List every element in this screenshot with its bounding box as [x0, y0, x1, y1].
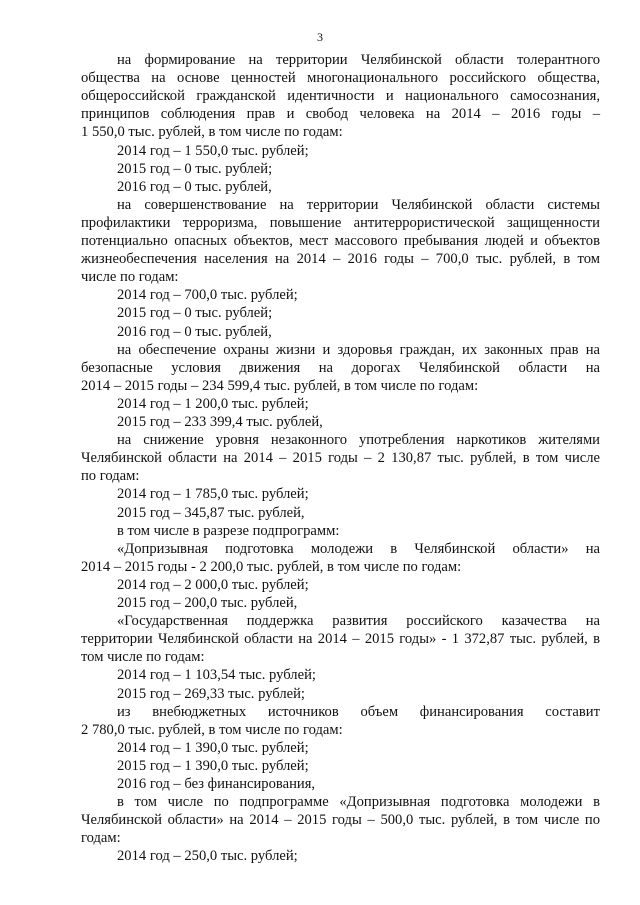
- text-line: 2015 год – 345,87 тыс. рублей,: [117, 504, 305, 521]
- text-line: 2014 год – 2 000,0 тыс. рублей;: [117, 576, 309, 593]
- text-line: по годам:: [81, 468, 140, 485]
- text-line: общероссийской гражданской идентичности и национального самосознания,: [81, 88, 600, 105]
- text-line: 2014 год – 700,0 тыс. рублей;: [117, 287, 298, 304]
- text-line: 2015 год – 233 399,4 тыс. рублей,: [117, 414, 323, 430]
- text-line: на обеспечение охраны жизни и здоровья граждан, их законных прав на: [117, 341, 600, 358]
- text-line: 2015 год – 1 390,0 тыс. рублей;: [117, 757, 309, 774]
- text-line: на снижение уровня незаконного употребления наркотиков жителями: [117, 432, 600, 449]
- text-line: принципов соблюдения прав и свобод человека на 2014 – 2016 годы –: [81, 106, 600, 123]
- text-line: 2014 год – 1 200,0 тыс. рублей;: [117, 395, 309, 412]
- text-line: 2014 год – 1 390,0 тыс. рублей;: [117, 739, 309, 756]
- text-line: территории Челябинской области на 2014 – 2015 годы» - 1 372,87 тыс. рублей, в: [81, 631, 600, 648]
- text-line: в том числе по подпрограмме «Допризывная подготовка молодежи в: [117, 794, 600, 811]
- text-line: 2015 год – 0 тыс. рублей;: [117, 160, 273, 177]
- text-line: том числе по годам:: [81, 649, 205, 666]
- text-line: числе по годам:: [81, 269, 179, 286]
- text-line: на совершенствование на территории Челябинской области системы: [117, 196, 600, 213]
- text-line: 2015 год – 269,33 тыс. рублей;: [117, 685, 305, 702]
- text-line: Челябинской области» на 2014 – 2015 годы – 500,0 тыс. рублей, в том числе по: [81, 812, 600, 829]
- text-line: 2016 год – без финансирования,: [117, 776, 316, 792]
- text-line: 2016 год – 0 тыс. рублей,: [117, 323, 272, 340]
- text-line: 2015 год – 200,0 тыс. рублей,: [117, 595, 298, 611]
- text-line: 2 780,0 тыс. рублей, в том числе по годам:: [81, 721, 343, 738]
- text-line: в том числе в разрезе подпрограмм:: [117, 522, 340, 539]
- text-line: жизнеобеспечения населения на 2014 – 2016 годы – 700,0 тыс. рублей, в том: [81, 251, 600, 268]
- text-line: на формирование на территории Челябинской области толерантного: [117, 52, 600, 68]
- text-line: из внебюджетных источников объем финансирования составит: [117, 703, 600, 720]
- text-line: общества на основе ценностей многонационального российского общества,: [81, 70, 600, 87]
- text-line: 2014 год – 250,0 тыс. рублей;: [117, 848, 298, 865]
- text-line: 2014 год – 1 103,54 тыс. рублей;: [117, 667, 316, 684]
- text-line: Челябинской области на 2014 – 2015 годы – 2 130,87 тыс. рублей, в том числе: [81, 450, 600, 467]
- text-line: 2014 – 2015 годы – 234 599,4 тыс. рублей, в том числе по годам:: [81, 377, 479, 394]
- text-line: 2015 год – 0 тыс. рублей;: [117, 305, 273, 322]
- text-line: «Государственная поддержка развития российского казачества на: [117, 613, 600, 630]
- text-line: «Допризывная подготовка молодежи в Челябинской области» на: [117, 540, 600, 557]
- text-line: безопасные условия движения на дорогах Челябинской области на: [81, 359, 600, 376]
- text-line: 2016 год – 0 тыс. рублей,: [117, 178, 272, 195]
- text-line: годам:: [81, 830, 121, 847]
- text-line: профилактики терроризма, повышение антитеррористической защищенности: [81, 214, 600, 231]
- text-line: 2014 год – 1 785,0 тыс. рублей;: [117, 486, 309, 503]
- text-line: потенциально опасных объектов, мест массового пребывания людей и объектов: [81, 233, 600, 249]
- text-line: 2014 – 2015 годы - 2 200,0 тыс. рублей, в том числе по годам:: [81, 558, 462, 575]
- text-line: 1 550,0 тыс. рублей, в том числе по годам:: [81, 124, 343, 141]
- page-number: 3: [317, 30, 323, 44]
- text-line: 2014 год – 1 550,0 тыс. рублей;: [117, 142, 309, 159]
